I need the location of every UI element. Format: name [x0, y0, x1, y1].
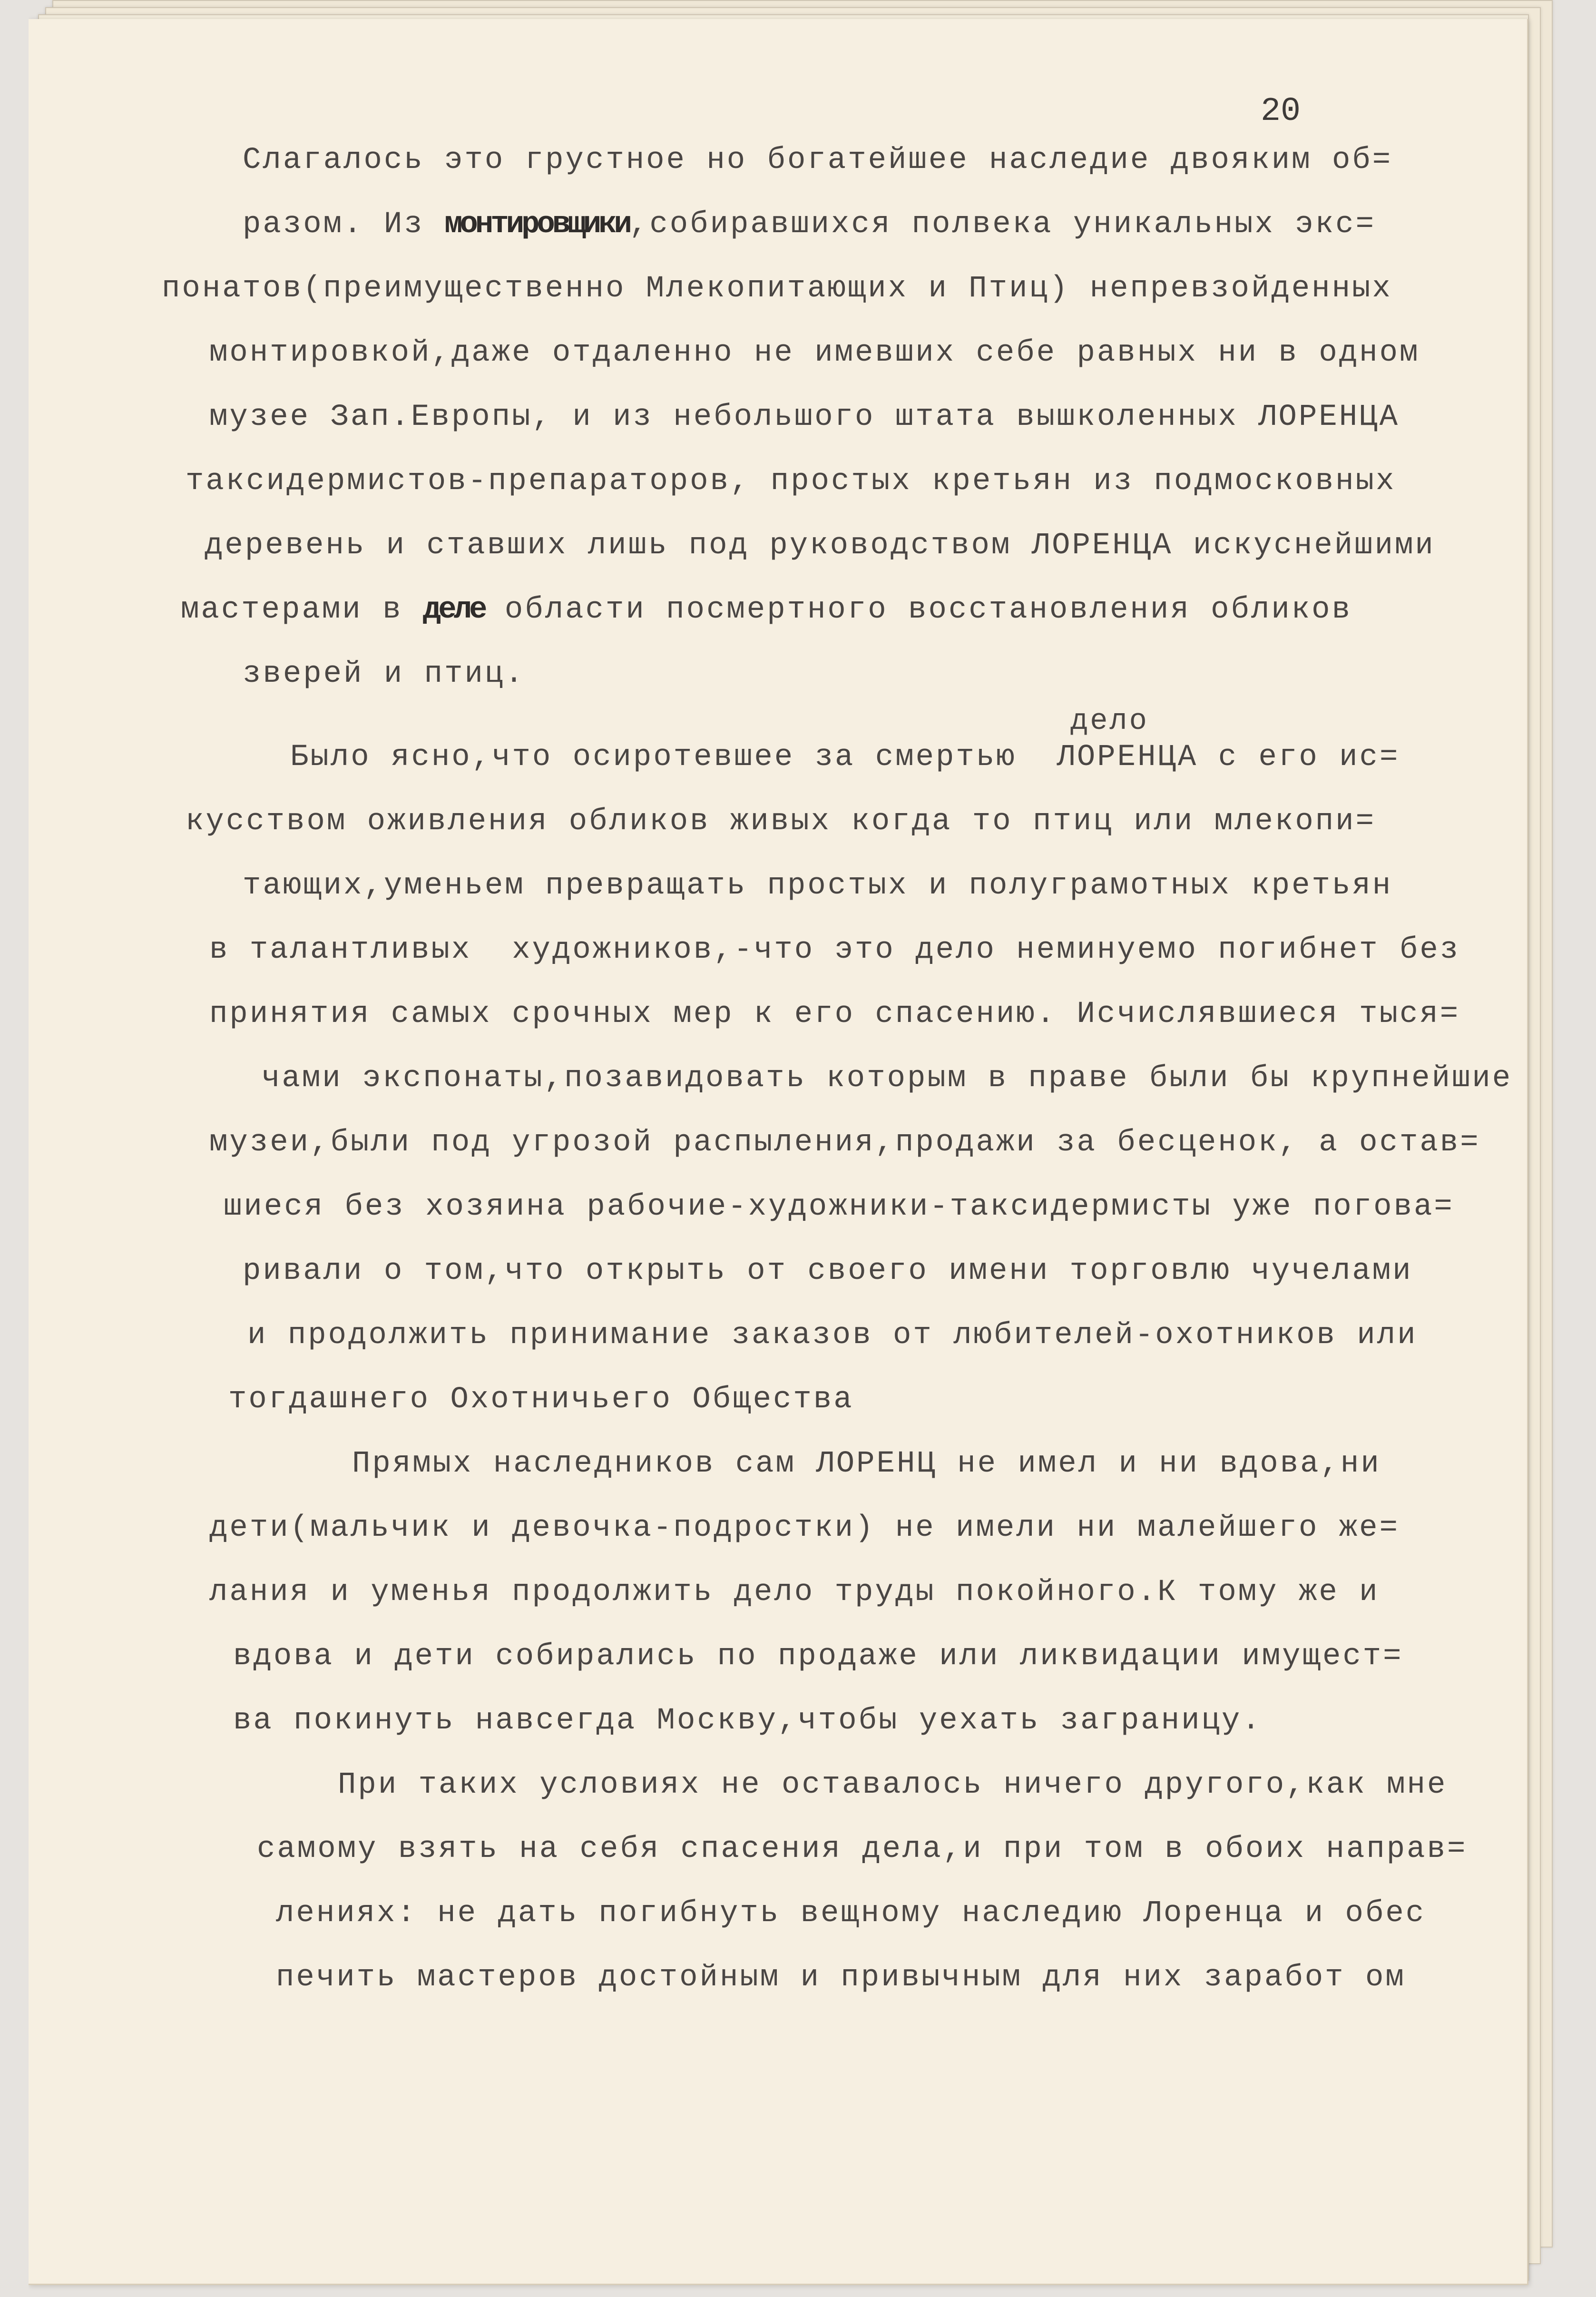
text-line: вдова и дети собирались по продаже или ликвидации имущест=	[233, 1639, 1403, 1674]
text-line: и продолжить принимание заказов от любителей-охотников или	[247, 1318, 1418, 1353]
text-line: Было ясно,что осиротевшее за смертью ЛОРЕНЦА с его ис=	[290, 740, 1400, 775]
text-line: лениях: не дать погибнуть вещному наследию Лоренца и обес	[276, 1896, 1426, 1931]
text-segment: ,собиравшихся полвека уникальных экс=	[629, 207, 1376, 242]
struck-word: монтировщики	[444, 207, 629, 242]
text-line: самому взять на себя спасения дела,и при том в обоих направ=	[257, 1832, 1468, 1866]
text-line: При таких условиях не оставалось ничего другого,как мне	[338, 1768, 1448, 1802]
text-line: зверей и птиц.	[243, 657, 525, 691]
text-line: тогдашнего Охотничьего Общества	[228, 1383, 854, 1417]
text-segment: области посмертного восстановления обликов	[484, 593, 1352, 627]
text-line: таксидермистов-препараторов, простых кретьян из подмосковных	[186, 464, 1396, 499]
struck-word: деле	[422, 593, 485, 627]
background-edge	[0, 0, 29, 2297]
handwritten-insert: дело	[1070, 704, 1149, 738]
text-segment: мастерами в	[181, 593, 423, 627]
text-line: монтировкой,даже отдаленно не имевших себе равных ни в одном	[209, 336, 1420, 370]
text-line: в талантливых художников,-что это дело неминуемо погибнет без	[209, 933, 1460, 967]
text-line: шиеся без хозяина рабочие-художники-таксидермисты уже погова=	[224, 1190, 1454, 1224]
text-line	[243, 209, 1376, 240]
text-line	[181, 595, 1352, 625]
text-line: печить мастеров достойным и привычным для них заработ ом	[276, 1961, 1406, 1995]
text-line: Слагалось это грустное но богатейшее наследие двояким об=	[243, 143, 1393, 177]
page-number: 20	[1261, 93, 1301, 130]
text-line: музее Зап.Европы, и из небольшого штата вышколенных ЛОРЕНЦА	[209, 400, 1400, 434]
text-line: лания и уменья продолжить дело труды покойного.К тому же и	[209, 1575, 1380, 1610]
text-line: понатов(преимущественно Млекопитающих и Птиц) непревзойденных	[162, 272, 1392, 306]
text-segment: разом. Из	[243, 207, 445, 242]
text-line: кусством оживления обликов живых когда то птиц или млекопи=	[186, 805, 1376, 839]
text-line: чами экспонаты,позавидовать которым в праве были бы крупнейшие	[262, 1061, 1513, 1096]
text-line: принятия самых срочных мер к его спасению. Исчислявшиеся тыся=	[209, 997, 1460, 1031]
text-line: ва покинуть навсегда Москву,чтобы уехать заграницу.	[233, 1704, 1262, 1738]
text-line: тающих,уменьем превращать простых и полуграмотных кретьян	[243, 869, 1393, 903]
text-line: деревень и ставших лишь под руководством ЛОРЕНЦА искуснейшими	[205, 529, 1435, 563]
text-line: музеи,были под угрозой распыления,продажи за бесценок, а остав=	[209, 1126, 1480, 1160]
text-line: дети(мальчик и девочка-подростки) не имели ни малейшего же=	[209, 1511, 1400, 1545]
text-line: Прямых наследников сам ЛОРЕНЦ не имел и ни вдова,ни	[352, 1447, 1381, 1481]
text-line: ривали о том,что открыть от своего имени торговлю чучелами	[243, 1254, 1413, 1288]
typewritten-page	[29, 19, 1528, 2285]
